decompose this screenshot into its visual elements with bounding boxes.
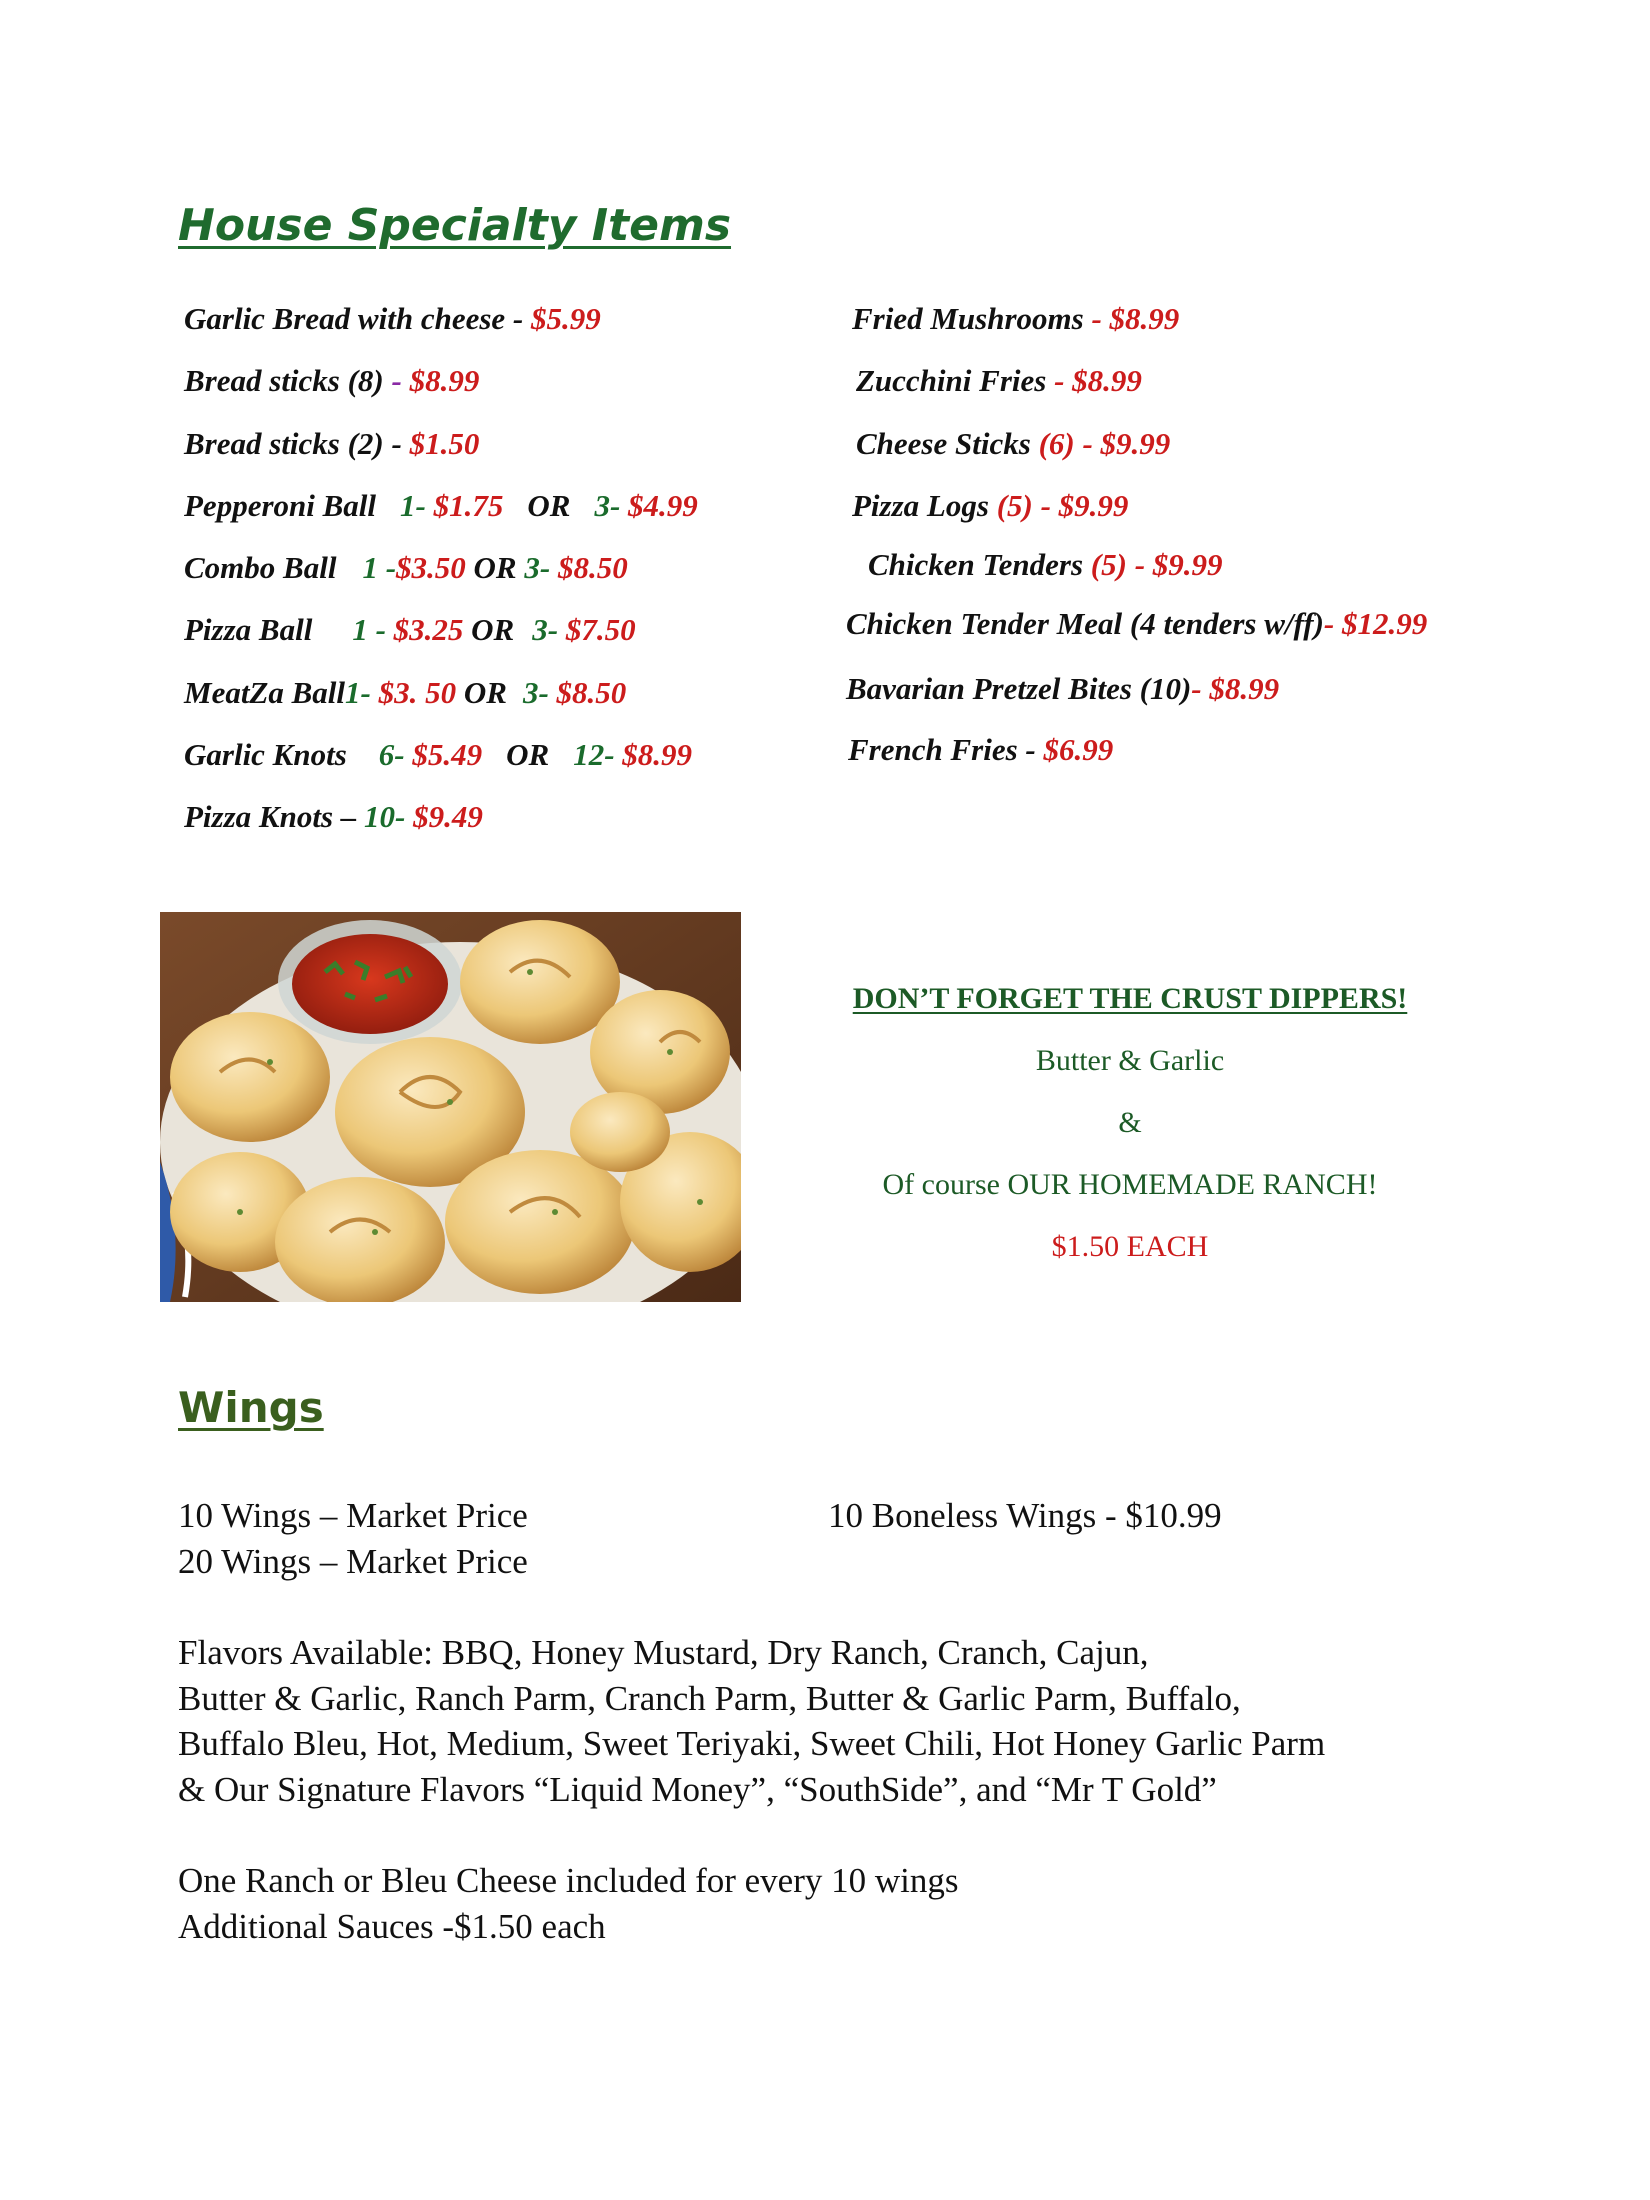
item-separator: - — [505, 301, 531, 336]
item-qty: (5) — [996, 487, 1033, 523]
item-price: $9.49 — [413, 799, 483, 835]
boneless-wings-line: 10 Boneless Wings - $10.99 — [828, 1496, 1222, 1535]
item-price: $7.50 — [565, 612, 636, 648]
menu-item — [846, 655, 1427, 719]
item-qty: 1- — [400, 487, 426, 523]
wings-title: Wings — [178, 1383, 324, 1432]
item-price: $8.99 — [1072, 363, 1142, 399]
item-price: $3.25 — [393, 612, 464, 648]
garlic-knots-illustration — [160, 912, 741, 1302]
item-price: $1.75 — [433, 487, 504, 523]
house-specialty-right-column — [846, 288, 1428, 782]
dipper-ranch: Of course OUR HOMEMADE RANCH! — [882, 1168, 1378, 1201]
flavors-line: & Our Signature Flavors “Liquid Money”, “SouthSide”, and “Mr T Gold” — [178, 1769, 1217, 1809]
wings-line: 10 Wings – Market Price — [178, 1496, 528, 1535]
item-price: $12.99 — [1342, 606, 1428, 642]
item-price: $8.99 — [622, 737, 693, 773]
item-or: OR — [527, 487, 571, 523]
item-separator: – — [333, 799, 365, 835]
wing-flavors — [178, 1630, 1325, 1812]
wings-bone-in-list — [178, 1493, 528, 1584]
menu-item — [850, 350, 1427, 412]
menu-item — [184, 724, 698, 786]
item-name: Fried Mushrooms — [852, 301, 1084, 336]
menu-item — [184, 413, 698, 475]
item-qty: (6) — [1038, 425, 1075, 461]
menu-item — [850, 537, 1427, 593]
item-qty: 1 - — [362, 550, 397, 586]
house-specialty-title: House Specialty Items — [178, 200, 732, 251]
item-name: Bavarian Pretzel Bites (10) — [846, 671, 1192, 707]
item-price: $9.99 — [1152, 547, 1223, 583]
flavors-line: Buffalo Bleu, Hot, Medium, Sweet Teriyaki, Sweet Chili, Hot Honey Garlic Parm — [178, 1724, 1326, 1763]
wings-line: 20 Wings – Market Price — [178, 1541, 528, 1581]
item-name: Pizza Logs — [852, 487, 989, 523]
item-name: French Fries — [848, 732, 1018, 768]
item-price: $1.50 — [409, 425, 480, 461]
item-name: Pizza Ball — [184, 612, 313, 648]
item-price: $9.99 — [1100, 425, 1171, 461]
house-specialty-left-column — [184, 288, 698, 849]
item-price: $6.99 — [1043, 732, 1114, 768]
dipper-butter-garlic: Butter & Garlic — [1035, 1044, 1225, 1077]
menu-item — [184, 786, 698, 848]
item-price: $8.99 — [1209, 671, 1280, 707]
sauce-line: One Ranch or Bleu Cheese included for every 10 wings — [178, 1861, 959, 1900]
item-separator: - — [1032, 487, 1059, 523]
menu-item — [184, 537, 698, 599]
menu-item — [846, 593, 1427, 655]
item-name: Garlic Knots — [184, 737, 347, 773]
item-or: OR — [506, 737, 550, 773]
item-name: Combo Ball — [184, 550, 337, 586]
menu-item — [850, 475, 1427, 537]
sauce-line: Additional Sauces -$1.50 each — [178, 1906, 606, 1946]
crust-dippers-heading: DON’T FORGET THE CRUST DIPPERS! — [852, 982, 1408, 1015]
item-price: $4.99 — [628, 487, 698, 523]
item-price: $8.99 — [409, 363, 480, 399]
item-name: Bread sticks (2) — [184, 425, 384, 461]
item-name: Bread sticks (8) — [184, 363, 384, 399]
item-qty: 10- — [364, 799, 406, 835]
item-separator: - — [1083, 301, 1110, 336]
item-price: $9.99 — [1058, 487, 1129, 523]
item-separator: - — [1074, 425, 1101, 461]
item-price: $5.49 — [412, 737, 483, 773]
item-separator: - — [1323, 606, 1342, 642]
item-qty: 3- — [532, 612, 559, 648]
item-price: $8.50 — [556, 674, 627, 710]
menu-item — [184, 662, 698, 724]
flavors-line: Butter & Garlic, Ranch Parm, Cranch Parm, Butter & Garlic Parm, Buffalo, — [178, 1678, 1241, 1718]
flavors-line: Flavors Available: BBQ, Honey Mustard, Dry Ranch, Cranch, Cajun, — [178, 1633, 1149, 1672]
item-qty: 3- — [524, 550, 551, 586]
menu-item — [850, 413, 1427, 475]
item-qty: 6- — [378, 737, 405, 773]
item-qty: 12- — [573, 737, 615, 773]
wing-sauces-note — [178, 1858, 958, 1949]
item-or: OR — [473, 550, 517, 586]
item-price: $5.99 — [531, 301, 601, 336]
item-separator: - — [1126, 547, 1153, 583]
item-name: Garlic Bread with cheese — [184, 301, 506, 336]
item-qty: 3- — [594, 487, 621, 523]
menu-item — [850, 288, 1427, 350]
wings-boneless — [828, 1493, 1222, 1539]
item-name: Zucchini Fries — [856, 363, 1047, 399]
menu-item — [184, 475, 698, 537]
item-name: MeatZa Ball — [184, 674, 346, 710]
item-separator: - — [1191, 671, 1210, 707]
item-name: Pizza Knots — [184, 799, 334, 835]
item-or: OR — [463, 674, 507, 710]
item-price: $8.50 — [557, 550, 628, 586]
item-name: Chicken Tenders — [868, 547, 1084, 583]
item-qty: 1 - — [352, 612, 386, 648]
item-separator: - — [1017, 732, 1044, 768]
dipper-ampersand: & — [1118, 1106, 1142, 1139]
item-separator: - — [383, 425, 410, 461]
menu-item — [848, 719, 1427, 781]
dipper-price: $1.50 EACH — [1051, 1230, 1209, 1263]
item-qty: (5) — [1090, 547, 1127, 583]
item-separator: - — [1046, 363, 1073, 399]
menu-item — [184, 599, 698, 661]
item-price: $3.50 — [396, 550, 466, 586]
item-name: Cheese Sticks — [856, 425, 1031, 461]
menu-item — [184, 288, 698, 350]
item-separator: - — [383, 363, 410, 399]
garlic-knots-photo — [160, 912, 741, 1302]
menu-item — [184, 350, 698, 412]
item-price: $3. 50 — [378, 674, 457, 710]
item-or: OR — [471, 612, 515, 648]
item-name: Pepperoni Ball — [184, 487, 377, 523]
crust-dippers-block — [790, 968, 1470, 1278]
item-price: $8.99 — [1109, 301, 1180, 336]
item-qty: 1- — [345, 674, 371, 710]
item-qty: 3- — [522, 674, 549, 710]
item-name: Chicken Tender Meal (4 tenders w/ff) — [846, 606, 1324, 642]
